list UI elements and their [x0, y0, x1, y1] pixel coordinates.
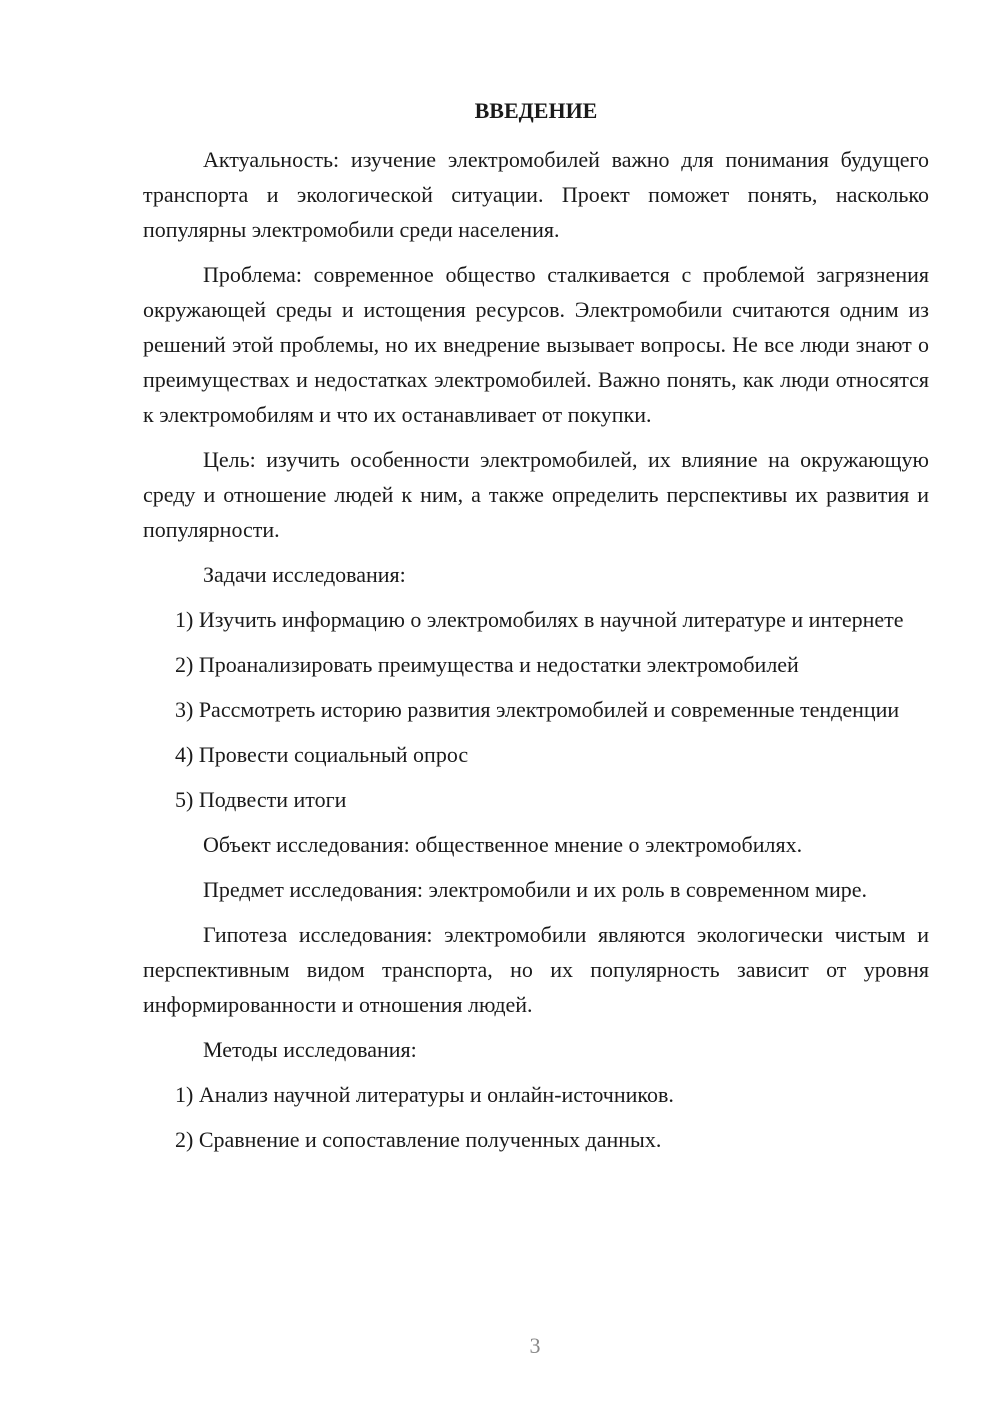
task-item: 2) Проанализировать преимущества и недостатки электромобилей	[175, 652, 799, 677]
paragraph-goal: Цель: изучить особенности электромобилей, их влияние на окружающую среду и отношение людей к ним, а также определить перспективы их развития и популярности.	[143, 447, 929, 542]
methods-heading: Методы исследования:	[203, 1037, 417, 1062]
task-item: 3) Рассмотреть историю развития электромобилей и современные тенденции	[175, 697, 900, 722]
method-item: 2) Сравнение и сопоставление полученных данных.	[175, 1127, 662, 1152]
paragraph-object: Объект исследования: общественное мнение о электромобилях.	[203, 832, 803, 857]
paragraph-problem: Проблема: современное общество сталкивается с проблемой загрязнения окружающей среды и истощения ресурсов. Электромобили считаются одним из решений этой проблемы, но их внедрение вызывает вопросы. Не все люди знают о преимуществах и недостатках электромобилей. Важно понять, как люди относятся к электромобилям и что их останавливает от покупки.	[143, 262, 929, 427]
document-page	[143, 96, 929, 1167]
page-number: 3	[529, 1333, 541, 1358]
method-item: 1) Анализ научной литературы и онлайн-источников.	[175, 1082, 674, 1107]
tasks-heading: Задачи исследования:	[203, 562, 406, 587]
task-item: 5) Подвести итоги	[175, 787, 347, 812]
section-title: ВВЕДЕНИЕ	[474, 98, 598, 123]
paragraph-subject: Предмет исследования: электромобили и их роль в современном мире.	[203, 877, 868, 902]
task-item: 1) Изучить информацию о электромобилях в научной литературе и интернете	[175, 607, 904, 632]
paragraph-hypothesis: Гипотеза исследования: электромобили являются экологически чистым и перспективным видом транспорта, но их популярность зависит от уровня информированности и отношения людей.	[143, 922, 929, 1017]
paragraph-relevance: Актуальность: изучение электромобилей важно для понимания будущего транспорта и экологической ситуации. Проект поможет понять, насколько популярны электромобили среди населения.	[143, 147, 929, 242]
task-item: 4) Провести социальный опрос	[175, 742, 469, 767]
